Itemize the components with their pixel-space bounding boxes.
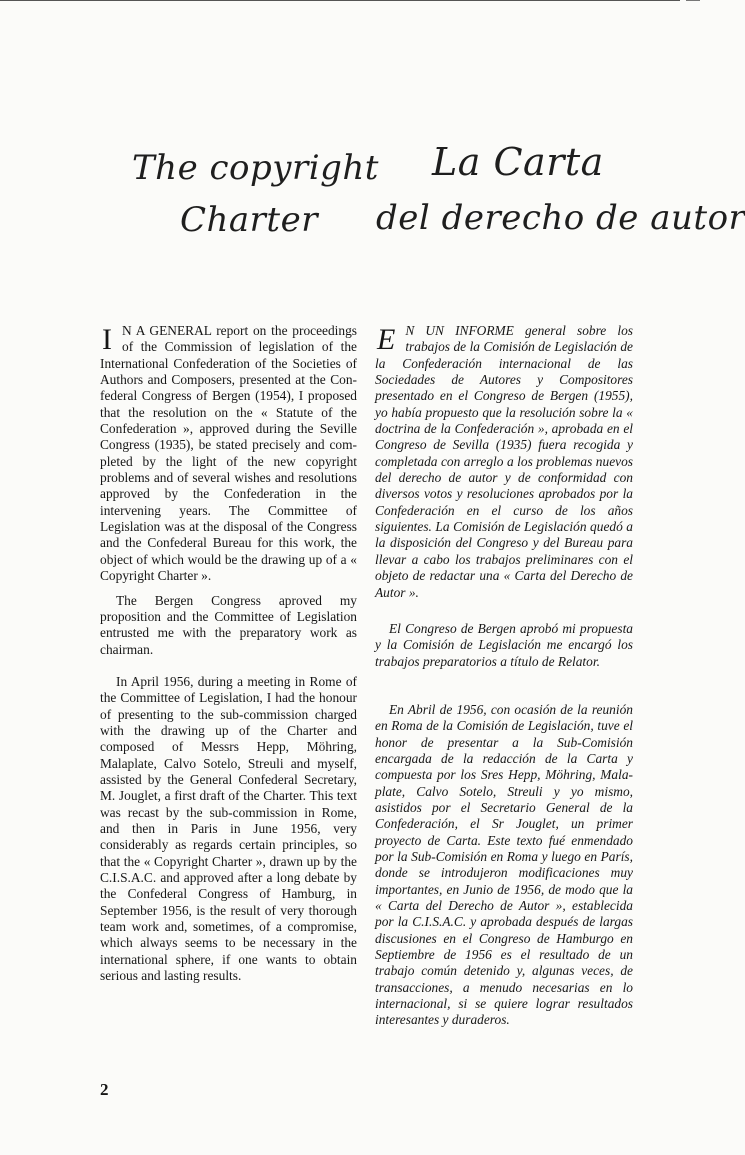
spanish-title-line-2: del derecho de autor — [376, 198, 745, 238]
english-paragraph-1: IN A GENERAL report on the proceedings of the Commission of legislation of the International Confederation of the Societies of Authors and Composers, presented at the Confederal Congress of Bergen (1954), I proposed that the resolution on the « Statute of the Confederation », approved during the Seville Congress (1935), be stated precisely and completed by the light of the new copyright problems and of several wishes and resolutions approved by the Confederation in the intervening years. The Committee of Legislation was at the disposal of the Congress and the Confederal Bureau for this work, the object of which would be the drawing up of a « Copyright Charter ». — [100, 323, 357, 584]
spanish-paragraph-1: EN UN INFORME general sobre los trabajos de la Comisión de Legislación de la Confederación internacional de las Sociedades de Autores y Compositores presentado en el Congreso de Bergen (1955), yo había propuesto que la resolución sobre la « doctrina de la Confederación », aprobada en el Congreso de Sevilla (1935) fuera recogida y completada con arreglo a los problemas nuevos del derecho de autor y de conformidad con diversos votos y resoluciones aprobados por la Confederación en el curso de los años siguientes. La Comisión de Legislación quedó a la disposición del Congreso y del Bureau para llevar a cabo los trabajos preliminares con el objeto de redactar una « Carta del Derecho de Autor ». — [375, 323, 633, 600]
top-border-line-right — [686, 0, 700, 1]
english-column — [100, 323, 357, 984]
spanish-title-line-1: La Carta — [432, 140, 604, 184]
english-title-line-1: The copyright — [132, 148, 379, 188]
spanish-column — [375, 323, 633, 1029]
spanish-paragraph-2: El Congreso de Bergen aprobó mi propuesta y la Comisión de Legislación me encargó los trabajos preparatorios a título de Relator. — [375, 620, 633, 669]
english-title-line-2: Charter — [180, 200, 318, 240]
page-number: 2 — [100, 1080, 109, 1099]
english-paragraph-2: The Bergen Congress aproved my proposition and the Committee of Legislation entrusted me with the preparatory work as chairman. — [100, 592, 357, 657]
english-paragraph-3: In April 1956, during a meeting in Rome of the Committee of Legislation, I had the honour of presenting to the sub-commission charged with the drawing up of the Charter and composed of Messrs Hepp, Möhring, Malaplate, Calvo Sotelo, Streuli and myself, assisted by the General Confederal Secretary, M. Jouglet, a first draft of the Charter. This text was recast by the sub-commission in Rome, and then in Paris in June 1956, very considerably as regards certain principles, so that the « Copyright Charter », drawn up by the C.I.S.A.C. and approved after a long debate by the Confederal Congress of Hamburg, in September 1956, is the result of very thorough team work and, sometimes, of a compromise, which always seems to be necessary in the international sphere, if one wants to obtain serious and lasting results. — [100, 673, 357, 984]
spanish-paragraph-3: En Abril de 1956, con ocasión de la reunión en Roma de la Comisión de Legislación, tuve el honor de presentar a la Sub-Comisión encargada de la redacción de la Carta y compuesta por los Sres Hepp, Möhring, Malaplate, Calvo Sotelo, Streuli y yo mismo, asistidos por el Secretario General de la Confederación, el Sr Jouglet, un primer proyecto de Carta. Este texto fué enmendado por la Sub-Comisión en Roma y luego en París, donde se introdujeron modificaciones muy importantes, en Junio de 1956, de modo que la « Carta del Derecho de Autor », establecida por la C.I.S.A.C. y aprobada después de largas discusiones en el Congreso de Hamburgo en Septiembre de 1956 es el resultado de un trabajo común detenido y, algunas veces, de transacciones, a menudo necesarias en lo internacional, si se quiere lograr resultados interesantes y duraderos. — [375, 701, 633, 1028]
top-border-line — [0, 0, 680, 1]
